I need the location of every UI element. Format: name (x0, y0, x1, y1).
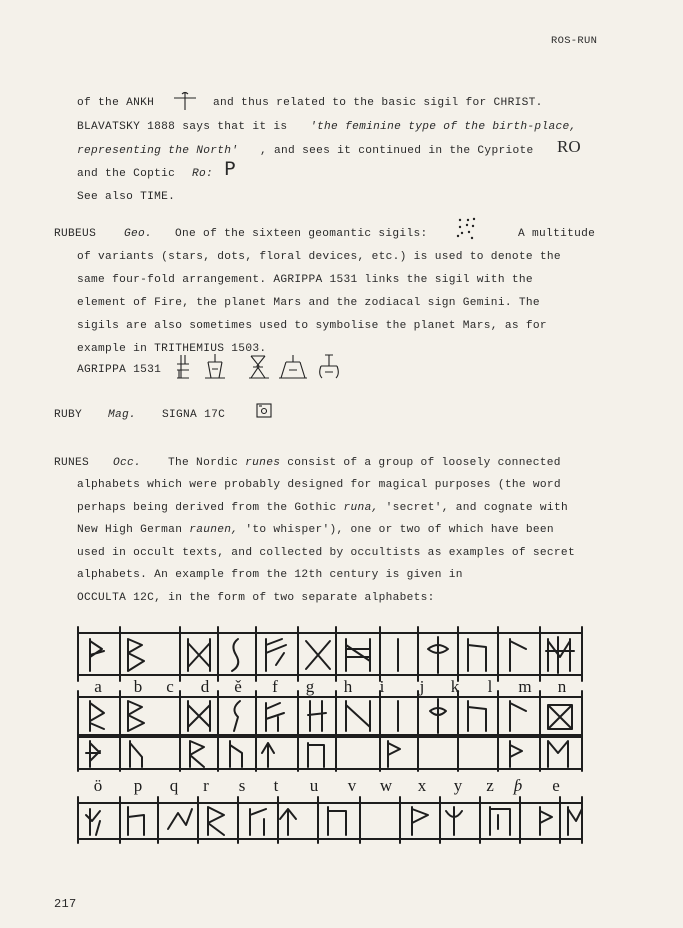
rune-letter-u: u (309, 776, 319, 795)
rune-alphabet-table (70, 625, 590, 845)
runes-line4-a: New High German (77, 524, 190, 536)
rubeus-geomantic-dots-icon (454, 216, 480, 242)
rune-letter-j: j (419, 677, 425, 696)
rubeus-line4: element of Fire, the planet Mars and the zodiacal sign Gemini. The (77, 297, 540, 309)
runes-line1-b: runes (245, 457, 281, 469)
runes-line3-c: 'secret', and cognate with (378, 502, 568, 514)
runes-line3-b: runa, (343, 502, 379, 514)
ankh-line1-a: of the ANKH (77, 97, 155, 109)
runes-line7: OCCULTA 12C, in the form of two separate alphabets: (77, 592, 435, 604)
runes-line2: alphabets which were probably designed for magical purposes (the word (77, 479, 561, 491)
running-head: ROS-RUN (551, 35, 598, 47)
ankh-line3-a: representing the North' (77, 145, 239, 157)
rune-letter-e-breve: ě (234, 677, 242, 696)
rune-letter-q: q (169, 776, 179, 795)
rune-letter-h: h (343, 677, 353, 696)
rune-letter-w: w (379, 776, 393, 795)
rubeus-field: Geo. (124, 228, 153, 240)
rune-letter-t: t (273, 776, 279, 795)
ankh-line1-b: and thus related to the basic sigil for CHRIST. (213, 97, 543, 109)
ankh-line2-b: 'the feminine type of the birth-place, (310, 121, 577, 133)
rune-letter-z: z (486, 776, 494, 795)
rune-letter-i: i (379, 677, 385, 696)
rune-letter-c: c (166, 677, 174, 696)
runes-line1 (168, 457, 561, 469)
rune-row-4 (78, 797, 582, 843)
rune-letter-f: f (272, 677, 278, 696)
rune-letter-g: g (305, 677, 315, 696)
runes-line6: alphabets. An example from the 12th century is given in (77, 569, 463, 581)
rune-row-3 (78, 735, 582, 771)
rune-letter-l: l (487, 677, 493, 696)
rubeus-line1-b: A multitude (518, 228, 596, 240)
rune-letter-p: p (133, 776, 143, 795)
see-also-time: See also TIME. (77, 191, 176, 203)
rune-row-2 (78, 691, 582, 741)
ankh-line4-a: and the Coptic (77, 168, 176, 180)
ruby-field: Mag. (108, 409, 137, 421)
rune-letter-d: d (200, 677, 210, 696)
ruby-reference: SIGNA 17C (162, 409, 226, 421)
rubeus-line1-a: One of the sixteen geomantic sigils: (175, 228, 428, 240)
agrippa-rubeus-sigils-icon (175, 352, 350, 382)
ankh-line4-b: Ro: (192, 168, 214, 180)
ankh-sigil-icon (172, 90, 198, 112)
ankh-line2-a: BLAVATSKY 1888 says that it is (77, 121, 288, 133)
runes-line5: used in occult texts, and collected by occultists as examples of secret (77, 547, 575, 559)
rune-letter-n: n (557, 677, 567, 696)
rune-letter-m: m (518, 677, 532, 696)
rune-letter-o-umlaut: ö (93, 776, 103, 795)
rune-letter-thorn: ƥ (513, 776, 523, 795)
runes-headword: RUNES (54, 457, 90, 469)
rune-letters-row-1 (94, 677, 567, 696)
ruby-sigil-icon (255, 402, 273, 420)
rune-letter-s: s (238, 776, 246, 795)
rune-row-1 (78, 627, 582, 681)
runes-field: Occ. (113, 457, 142, 469)
rune-letters-row-2 (94, 776, 560, 795)
rune-letter-r: r (203, 776, 209, 795)
rubeus-headword: RUBEUS (54, 228, 97, 240)
runes-line3 (77, 502, 568, 514)
rubeus-line6: example in TRITHEMIUS 1503. (77, 343, 267, 355)
cypriote-ro-glyph: RO (557, 137, 581, 156)
runes-line4 (77, 524, 554, 536)
page-number: 217 (54, 897, 77, 911)
rune-letter-e: e (552, 776, 560, 795)
rune-letter-x: x (417, 776, 427, 795)
ruby-headword: RUBY (54, 409, 83, 421)
runes-line4-c: 'to whisper'), one or two of which have been (238, 524, 554, 536)
runes-line1-a: The Nordic (168, 457, 246, 469)
rune-letter-v: v (347, 776, 357, 795)
rubeus-line3: same four-fold arrangement. AGRIPPA 1531 links the sigil with the (77, 274, 533, 286)
rune-letter-k: k (450, 677, 460, 696)
runes-line4-b: raunen, (189, 524, 239, 536)
rubeus-line2: of variants (stars, dots, floral devices, etc.) is used to denote the (77, 251, 561, 263)
runes-line1-c: consist of a group of loosely connected (280, 457, 561, 469)
ankh-line3-b: , and sees it continued in the Cypriote (260, 145, 534, 157)
runes-line3-a: perhaps being derived from the Gothic (77, 502, 344, 514)
rubeus-line7: AGRIPPA 1531 (77, 364, 162, 376)
rubeus-line5: sigils are also sometimes used to symbolise the planet Mars, as for (77, 320, 547, 332)
coptic-ro-glyph: P (224, 158, 236, 180)
rune-letter-y: y (453, 776, 463, 795)
rune-letter-b: b (133, 677, 143, 696)
rune-letter-a: a (94, 677, 102, 696)
